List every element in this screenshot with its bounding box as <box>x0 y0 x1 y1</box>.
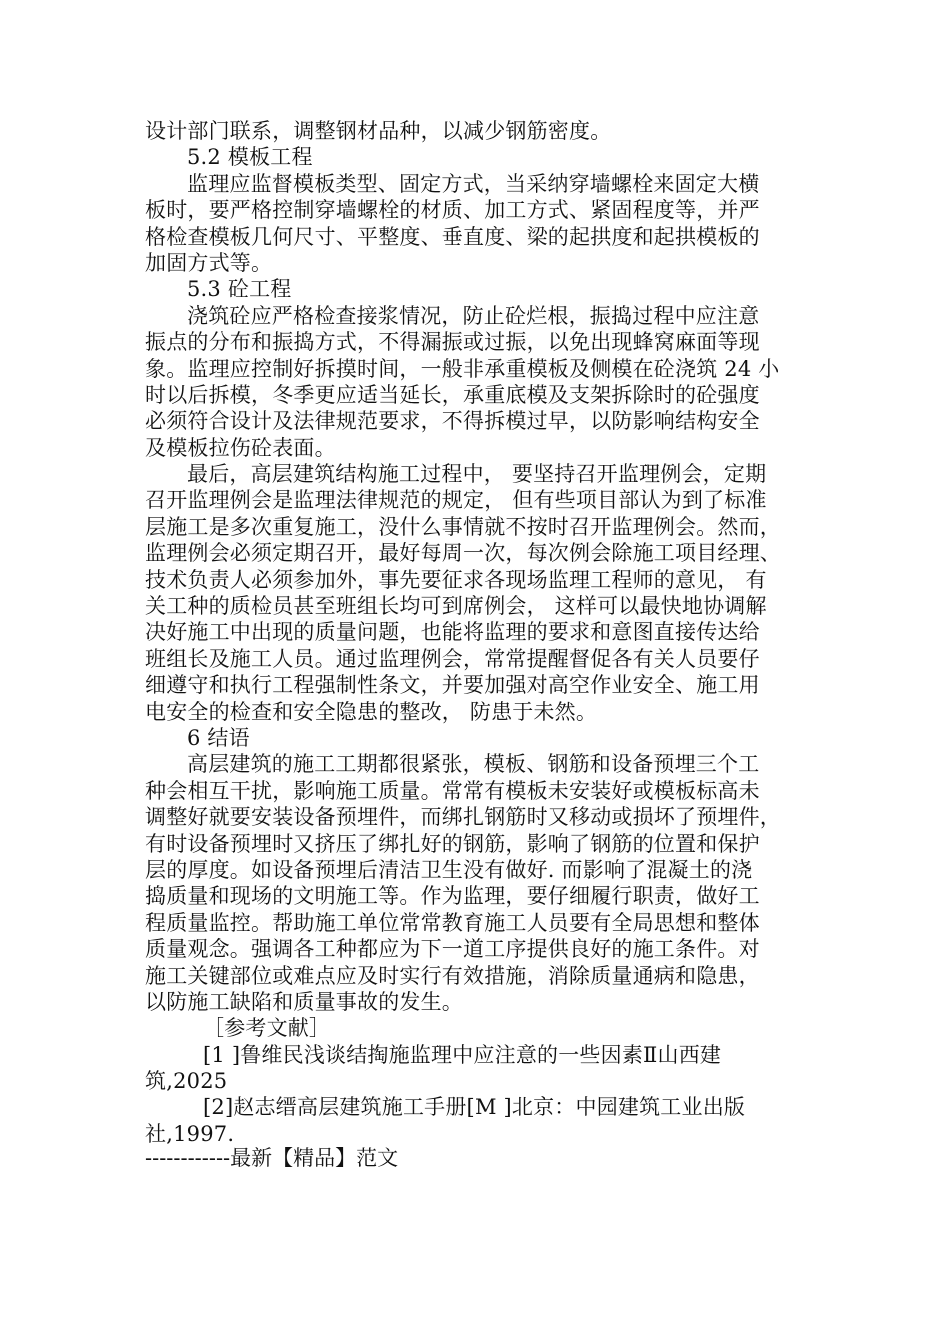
reference-item-1: [1 ]鲁维民浅谈结掏施监理中应注意的一些因素Ⅱ山西建 <box>203 1042 722 1067</box>
document-body <box>145 118 805 1147</box>
paragraph-line: 施工关键部位或难点应及时实行有效措施，消除质量通病和隐患， <box>145 963 760 988</box>
paragraph-line: 及模板拉伤砼表面。 <box>145 435 336 460</box>
paragraph-line: 细遵守和执行工程强制性条文，并要加强对高空作业安全、施工用 <box>145 673 760 698</box>
paragraph-line: 必须符合设计及法律规范要求，不得拆模过早，以防影响结构安全 <box>145 409 760 434</box>
paragraph-line: 加固方式等。 <box>145 250 273 275</box>
paragraph-line: 程质量监控。帮助施工单位常常教育施工人员要有全局思想和整体 <box>145 910 760 935</box>
section-heading-5-2: 5.2 模板工程 <box>187 145 313 170</box>
paragraph-line: 种会相互干扰，影响施工质量。常常有模板未安装好或模板标高未 <box>145 778 760 803</box>
paragraph-line: 以防施工缺陷和质量事故的发生。 <box>145 989 463 1014</box>
paragraph-line: 格检查模板几何尺寸、平整度、垂直度、梁的起拱度和起拱模板的 <box>145 224 760 249</box>
paragraph-line: 浇筑砼应严格检查接浆情况，防止砼烂根，振捣过程中应注意 <box>187 303 760 328</box>
footer-text: ------------最新【精品】范文 <box>145 1146 399 1170</box>
paragraph-line: 技术负责人必须参加外，事先要征求各现场监理工程师的意见， 有 <box>145 567 767 592</box>
paragraph-line: 设计部门联系，调整钢材品种，以减少钢筋密度。 <box>145 119 612 143</box>
paragraph-line: 象。监理应控制好拆摸时间，一般非承重模板及侧模在砼浇筑 24 小 <box>145 356 780 381</box>
paragraph-line: 监理例会必须定期召开，最好每周一次，每次例会除施工项目经理、 <box>145 541 781 566</box>
paragraph-line: 调整好就要安装设备预埋件，而绑扎钢筋时又移动或损坏了预埋件， <box>145 805 781 830</box>
section-heading-5-3: 5.3 砼工程 <box>187 277 292 302</box>
paragraph-line: 捣质量和现场的文明施工等。作为监理，要仔细履行职责，做好工 <box>145 884 760 909</box>
paragraph-line: 层的厚度。如设备预埋后清洁卫生没有做好. 而影响了混凝土的浇 <box>145 857 753 882</box>
paragraph-line: 有时设备预埋时又挤压了绑扎好的钢筋，影响了钢筋的位置和保护 <box>145 831 760 856</box>
paragraph-line: 决好施工中出现的质量问题，也能将监理的要求和意图直接传达给 <box>145 620 760 645</box>
reference-item-1-continued: 筑,2025 <box>145 1069 228 1094</box>
paragraph-line: 最后，高层建筑结构施工过程中， 要坚持召开监理例会，定期 <box>187 462 767 487</box>
reference-item-2-continued: 社,1997. <box>145 1121 235 1146</box>
paragraph-line: 质量观念。强调各工种都应为下一道工序提供良好的施工条件。对 <box>145 937 760 962</box>
paragraph-line: 班组长及施工人员。通过监理例会，常常提醒督促各有关人员要仔 <box>145 646 760 671</box>
paragraph-line: 监理应监督模板类型、固定方式，当采纳穿墙螺栓来固定大横 <box>187 171 760 196</box>
paragraph-line: 振点的分布和振捣方式，不得漏振或过振，以免出现蜂窝麻面等现 <box>145 330 760 355</box>
reference-item-2: [2]赵志缙高层建筑施工手册[M ]北京：中园建筑工业出版 <box>203 1095 746 1120</box>
paragraph-line: 板时，要严格控制穿墙螺栓的材质、加工方式、紧固程度等，并严 <box>145 198 760 223</box>
paragraph-line: 时以后拆模，冬季更应适当延长，承重底模及支架拆除时的砼强度 <box>145 382 760 407</box>
section-heading-6: 6 结语 <box>187 725 250 750</box>
paragraph-line: 召开监理例会是监理法律规范的规定， 但有些项目部认为到了标准 <box>145 488 767 513</box>
paragraph-line: 电安全的检查和安全隐患的整改， 防患于未然。 <box>145 699 598 724</box>
paragraph-line: 高层建筑的施工工期都很紧张，模板、钢筋和设备预埋三个工 <box>187 752 760 777</box>
references-heading: ［参考文献］ <box>203 1016 331 1041</box>
paragraph-line: 层施工是多次重复施工，没什么事情就不按时召开监理例会。然而， <box>145 514 781 539</box>
paragraph-line: 关工种的质检员甚至班组长均可到席例会， 这样可以最快地协调解 <box>145 594 767 619</box>
